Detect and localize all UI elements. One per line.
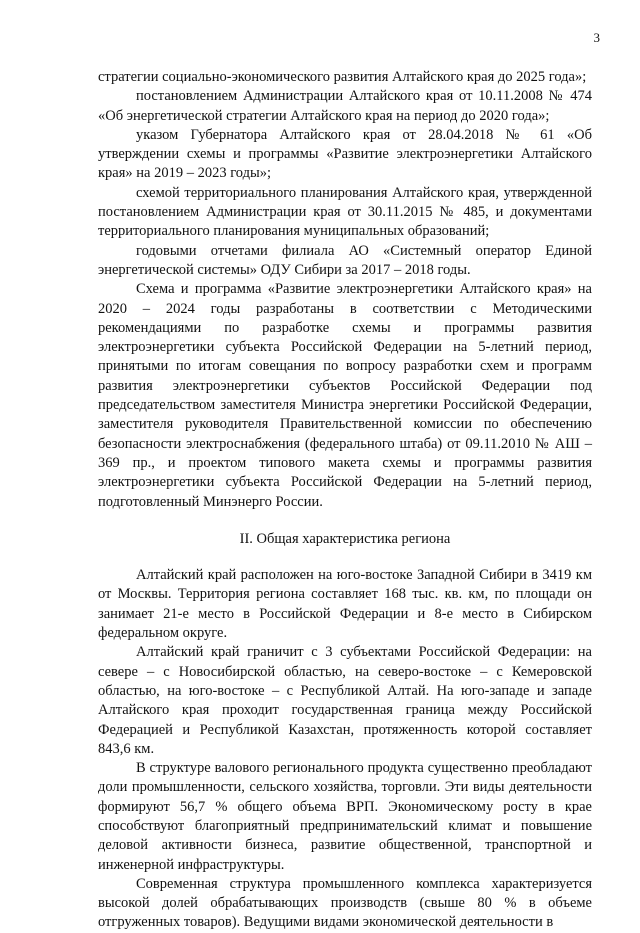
paragraph-location: Алтайский край расположен на юго-востоке Западной Сибири в 3419 км от Москвы. Территория региона составляет 168 тыс. кв. км, по площади он занимает 21-е место в Российской Федерации и 8-е место в Сибирском федеральном округе. (98, 567, 592, 642)
document-body (98, 68, 592, 933)
section-heading: II. Общая характеристика региона (239, 530, 451, 547)
paragraph-borders: Алтайский край граничит с 3 субъектами Российской Федерации: на севере – с Новосибирской областью, на северо-востоке – с Кемеровской областью, на юго-востоке – с Республикой Алтай. На юго-западе и западе Алтайского края проходит государственная граница между Российской Федерацией и Республикой Казахстан, протяженность которой составляет 843,6 км. (98, 644, 592, 757)
paragraph-resolution-474: постановлением Администрации Алтайского края от 10.11.2008 № 474 «Об энергетической стратегии Алтайского края на период до 2020 года»; (98, 88, 592, 124)
page-number: 3 (593, 30, 600, 45)
paragraph-territorial-planning: схемой территориального планирования Алтайского края, утвержденной постановлением Администрации края от 30.11.2015 № 485, и документами территориального планирования муниципальных образований; (98, 184, 592, 240)
paragraph-annual-reports: годовыми отчетами филиала АО «Системный оператор Единой энергетической системы» ОДУ Сибири за 2017 – 2018 годы. (98, 242, 592, 278)
paragraph-scheme-program: Схема и программа «Развитие электроэнергетики Алтайского края» на 2020 – 2024 годы разработаны в соответствии с Методическими рекомендациями по разработке схемы и программы развития электроэнергетики субъекта Российской Федерации на 5-летний период, принятыми по итогам совещания по вопросу разработки схем и программ развития электроэнергетики субъектов Российской Федерации под председательством заместителя Министра энергетики Российской Федерации, заместителя руководителя Правительственной комиссии по обеспечению безопасности электроснабжения (федерального штаба) от 09.11.2010 № АШ – 369 пр., и проектом типового макета схемы и программы развития электроэнергетики субъекта Российской Федерации на 5-летний период, подготовленный Минэнерго России. (98, 281, 592, 510)
paragraph-grp-structure: В структуре валового регионального продукта существенно преобладают доли промышленности, сельского хозяйства, торговли. Эти виды деятельности формируют 56,7 % общего объема ВРП. Экономическому росту в крае способствуют благоприятный предпринимательский климат и повышение деловой активности бизнеса, развитие общественной, транспортной и инженерной инфраструктуры. (98, 760, 592, 873)
paragraph-industry-structure: Современная структура промышленного комплекса характеризуется высокой долей обрабатывающих производств (свыше 80 % в объеме отгруженных товаров). Ведущими видами экономической деятельности в (98, 875, 592, 931)
paragraph-decree-61: указом Губернатора Алтайского края от 28.04.2018 № 61 «Об утверждении схемы и программы «Развитие электроэнергетики Алтайского края» на 2019 – 2023 годы»; (98, 126, 592, 182)
paragraph-strategy-continuation: стратегии социально-экономического развития Алтайского края до 2025 года»; (98, 69, 587, 85)
